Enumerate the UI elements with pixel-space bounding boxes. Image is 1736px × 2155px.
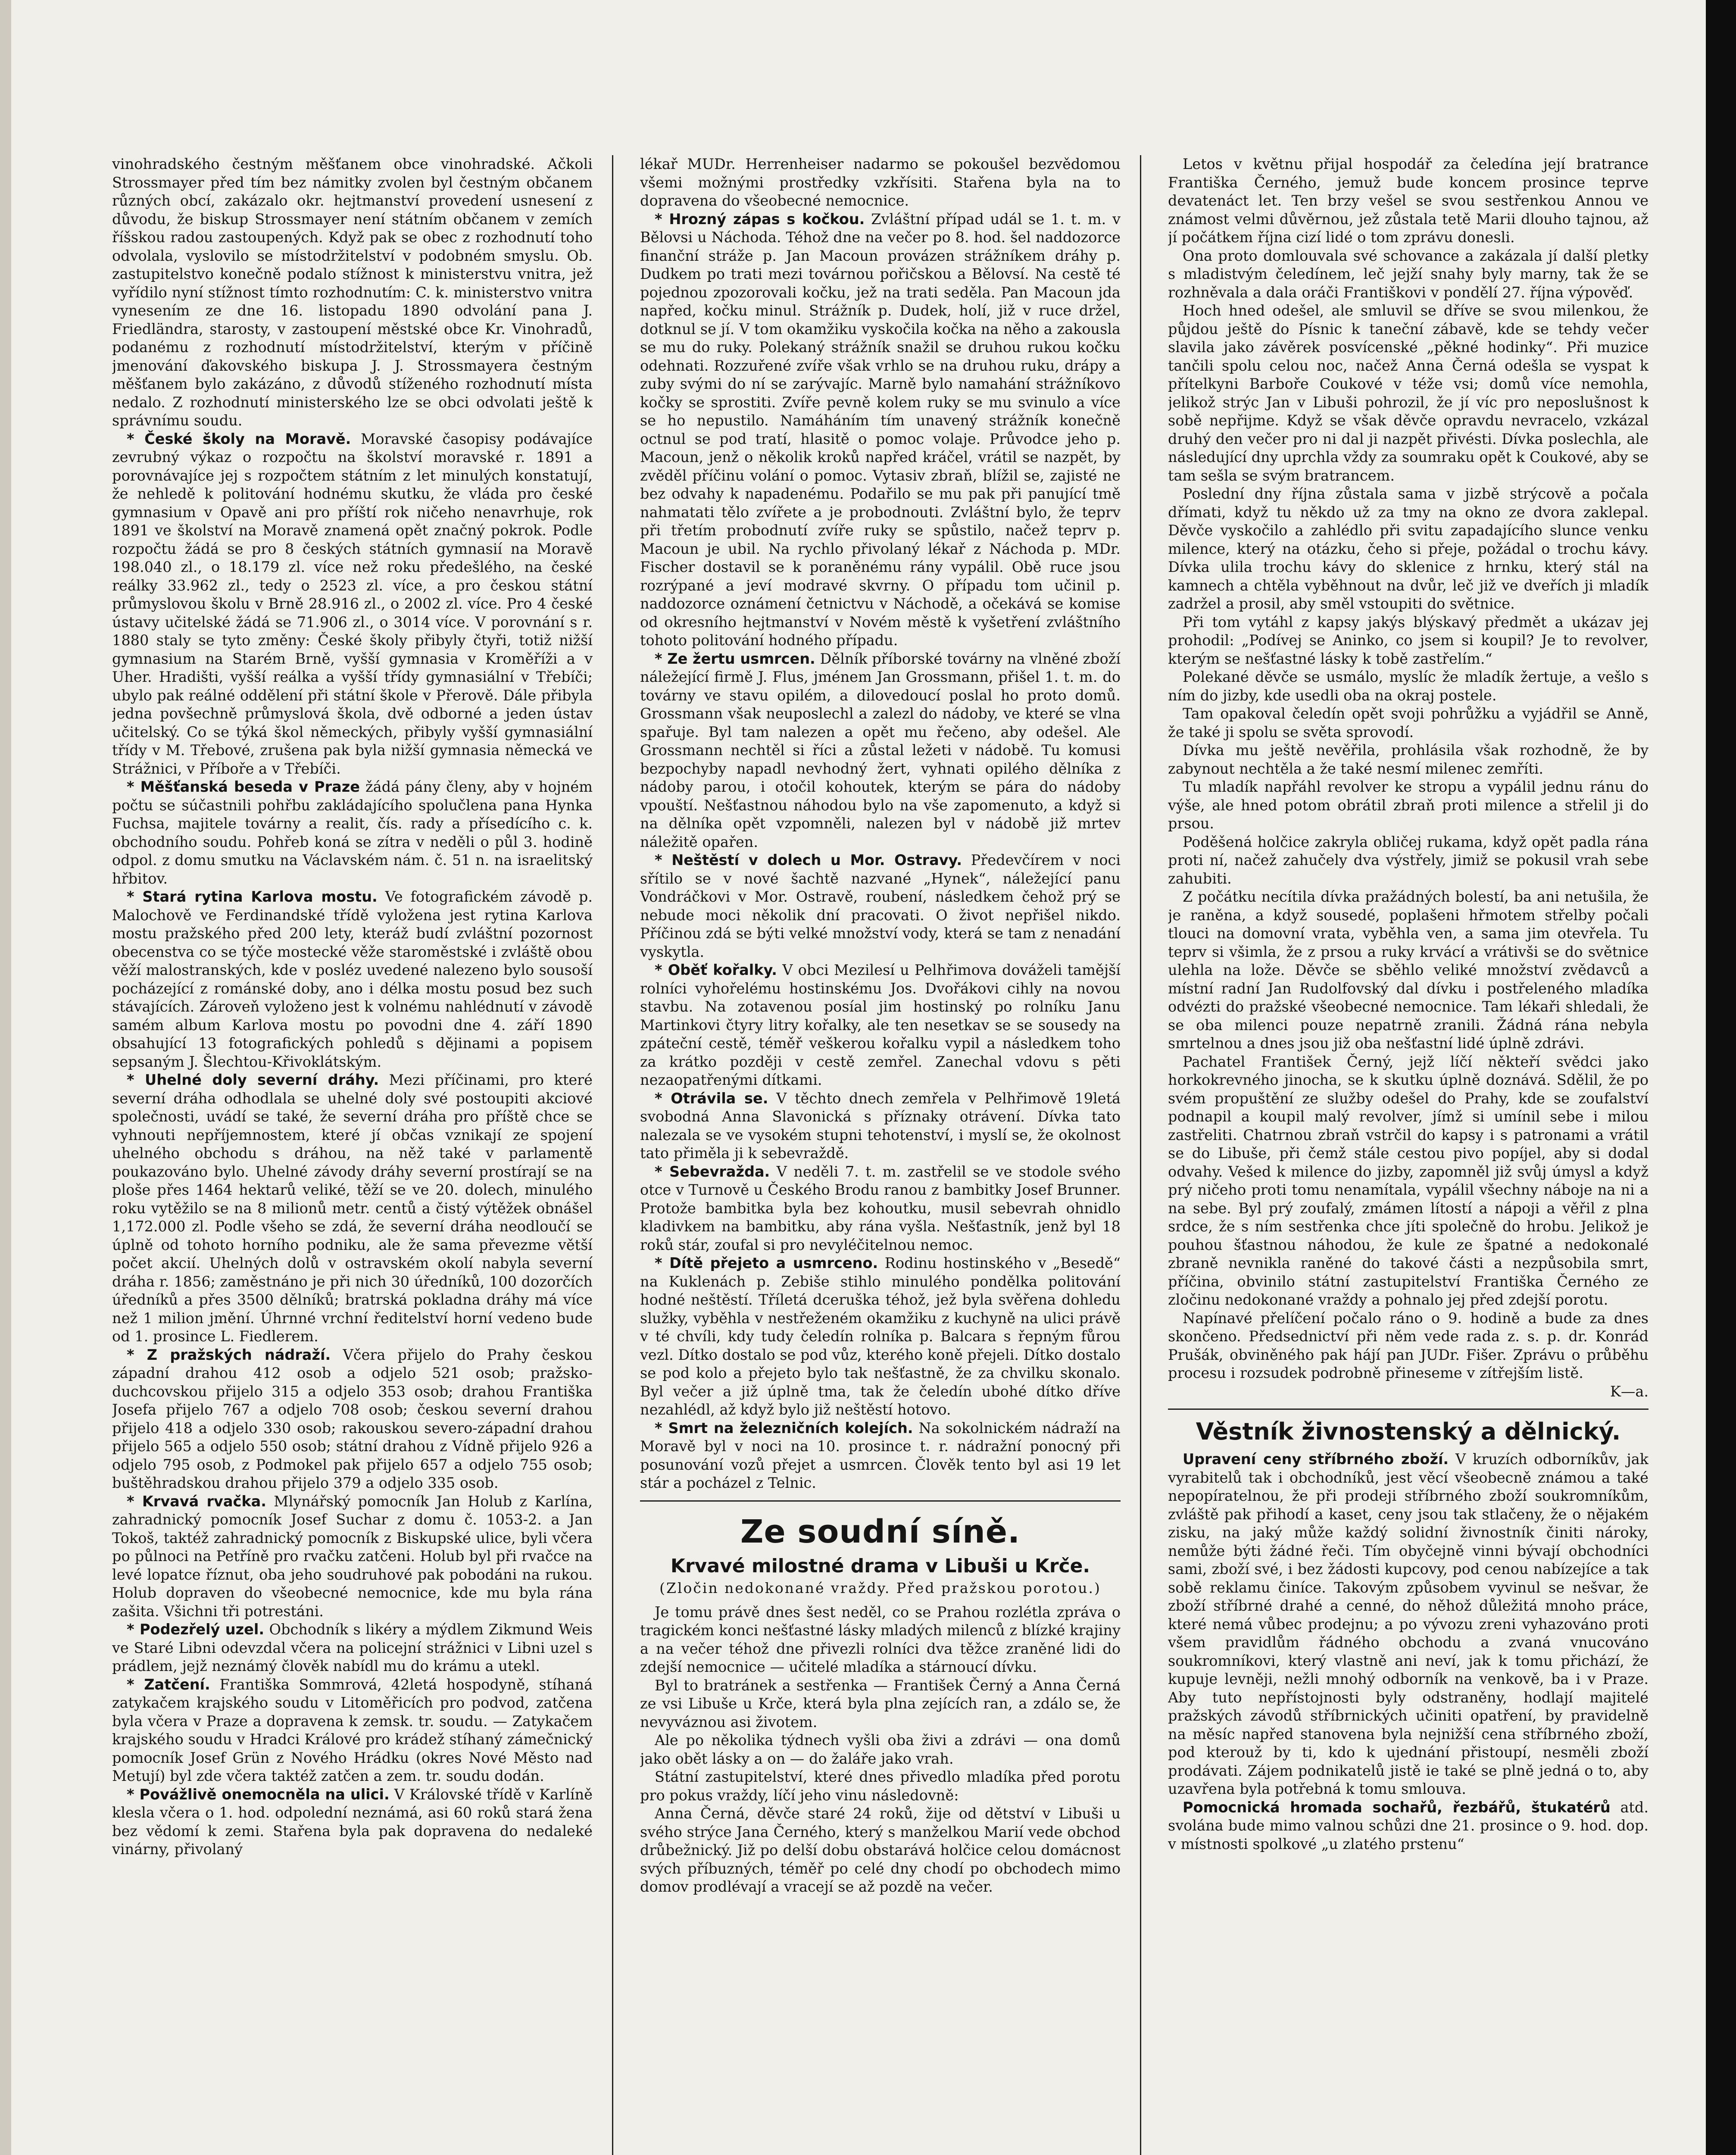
article-signature: K—a. bbox=[1610, 1383, 1649, 1400]
article-paragraph bbox=[640, 851, 1121, 961]
article-text: Obchodník s likéry a mýdlem Zikmund Weis ve Staré Libni odevzdal včera na policejní strážnici v Libni uzel s prádlem, jejž neznámý člověk nabídl mu do krámu a utekl. bbox=[112, 1621, 593, 1674]
article-headline: Upravení ceny stříbrného zboží. bbox=[1183, 1451, 1449, 1468]
article-paragraph bbox=[640, 1090, 1121, 1163]
article-headline: * Měšťanská beseda v Praze bbox=[127, 778, 360, 795]
article-headline: * Podezřelý uzel. bbox=[127, 1621, 265, 1638]
article-paragraph bbox=[640, 210, 1121, 650]
article-text: Zvláštní případ udál se 1. t. m. v Bělovsi u Náchoda. Téhož dne na večer po 8. hod. šel naddozorce finanční stráže p. Jan Macoun provázen strážníkem dráhy p. Dudkem po trati mezi továrnou pořičskou a Bělovsí. Na cestě té pojednou zpozorovali kočku, jež na trati seděla. Pan Macoun jda napřed, kočku minul. Strážník p. Dudek, holí, již v ruce držel, dotknul se jí. V tom okamžiku vyskočila kočka na něho a zakousla se mu do ruky. Polekaný strážník snažil se druhou rukou kočku odehnati. Rozzuřené zvíře však vrhlo se na druhou ruku, drápy a zuby svými do ní se zarývajíc. Marně bylo namahání strážníkovo kočky se sprostiti. Zvíře pevně kolem ruky se mu svinulo a více se ho nepustilo. Namáháním tím unavený strážník konečně octnul se pod tratí, hlasitě o pomoc volaje. Průvodce jeho p. Macoun, jenž o několik kroků napřed kráčel, vrátil se nazpět, by zvěděl příčinu volání o pomoc. Vytasiv zbraň, blížil se, zajisté ne bez odvahy k napadenému. Podařilo se mu pak při panující tmě nahmatati tělo zvířete a je probodnouti. Zvláštní bylo, že teprv při třetím probodnutí zvíře ruky se spůstilo, načež teprv p. Macoun je ubil. Na rychlo přivolaný lékař z Náchoda p. MDr. Fischer dostavil se k poraněnému rány vypálil. Obě ruce jsou rozrýpané a jeví modravé skvrny. O případu tom učinil p. naddozorce oznámení četnictvu v Náchodě, a očekává se komise od okresního hejtmanství v Novém městě k vyšetření zvláštního tohoto politování hodného případu. bbox=[640, 210, 1121, 649]
court-article-body bbox=[640, 1603, 1121, 1896]
article-paragraph bbox=[112, 778, 593, 888]
article-paragraph bbox=[1168, 778, 1649, 833]
article-text: Rodinu hostinského v „Besedě“ na Kuklenách p. Zebiše stihlo minulého pondělka politování hodné neštěstí. Tříletá dceruška téhož, jež byla svěřena dohledu služky, vyběhla v nestřeženém okamžiku z kuchyně na ulici právě v té chvíli, kdy tudy čeledín rolníka p. Balcara s řepným fůrou vezl. Dítko dostalo se pod vůz, kterého koně přejeli. Dítko dostalo se pod kolo a přejeto bylo tak nešťastně, že za chvilku skonalo. Byl večer a již úplně tma, tak že čeledín ubohé dítko dříve nezahlédl, až když bylo již neštěstí hotovo. bbox=[640, 1255, 1121, 1418]
article-text: V neděli 7. t. m. zastřelil se ve stodole svého otce v Turnově u Českého Brodu ranou z bambitky Josef Brunner. Protože bambitka byla bez kohoutku, musil sebevrah ohnidlo kladivkem na bambitku, aby rána vyšla. Nešťastník, jenž byl 18 roků stár, zoufal si pro nevyléčitelnou nemoc. bbox=[640, 1163, 1121, 1253]
article-text: Ona proto domlouvala své schovance a zakázala jí další pletky s mladistvým čeledínem, leč jejží snahy byly marny, tak že se rozhněvala a dala oráči Františkovi v pondělí 27. října výpověď. bbox=[1168, 247, 1649, 301]
article-paragraph bbox=[112, 1493, 593, 1621]
article-text: Při tom vytáhl z kapsy jakýs blýskavý předmět a ukázav jej prohodil: „Podívej se Aninko, co jsem si koupil? Je to revolver, kterým se nešťastné lásky k tobě zastřelím.“ bbox=[1168, 613, 1649, 667]
article-text: V těchto dnech zemřela v Pelhřimově 19letá svobodná Anna Slavonická s příznaky otrávení. Dívka tato nalezala se ve vysokém stupni tehotenství, i myslí se, že okolnost tato přiměla ji k sebevraždě. bbox=[640, 1090, 1121, 1162]
article-paragraph bbox=[640, 1254, 1121, 1419]
trade-section-body bbox=[1168, 1450, 1649, 1853]
article-paragraph bbox=[112, 1621, 593, 1676]
article-text: žádá pány členy, aby v hojném počtu se súčastnili pohřbu zakládajícího spolučlena pana Hynka Fuchsa, majitele továrny a realit, čís. rady a přísedícího c. k. obchodního soudu. Pohřeb koná se zítra v neděli o půl 3. hodině odpol. z domu smutku na Václavském nám. č. 51 n. na israelitský hřbitov. bbox=[112, 778, 593, 887]
article-paragraph bbox=[1168, 613, 1649, 668]
article-text: Dívka mu ještě nevěřila, prohlásila však rozhodně, že by zabynout nechtěla a že také nesmí milenec zemříti. bbox=[1168, 742, 1649, 777]
article-text: Státní zastupitelství, které dnes přivedlo mladíka před porotu pro pokus vraždy, líčí jeho vinu následovně: bbox=[640, 1768, 1121, 1804]
article-paragraph bbox=[1168, 833, 1649, 888]
article-paragraph bbox=[640, 1603, 1121, 1677]
column-rule bbox=[1140, 155, 1141, 2155]
article-text: Napínavé přelíčení počalo ráno o 9. hodině a bude za dnes skončeno. Předsednictví při něm vede rada z. s. p. dr. Konrád Prušák, obviněného pak hájí pan JUDr. Fišer. Zprávu o průběhu procesu i rozsudek podrobně přineseme v zítřejším listě. bbox=[1168, 1309, 1649, 1381]
article-paragraph bbox=[1168, 485, 1649, 613]
article-text: Františka Sommrová, 42letá hospodyně, stíhaná zatykačem krajského soudu v Litoměřicích pro podvod, zatčena byla včera v Praze a dopravena k zemsk. tr. soudu. — Zatykačem krajského soudu v Hradci Králové pro krádež stíhaný zámečnický pomocník Josef Grün z Nového Hrádku (okres Nové Město nad Metují) byl zde včera taktéž zatčen a zem. tr. soudu dodán. bbox=[112, 1676, 593, 1784]
article-paragraph bbox=[1168, 888, 1649, 1053]
article-text: Poslední dny října zůstala sama v jizbě strýcově a počala dřímati, když tu někdo už za tmy na okno ze dvora zaklepal. Děvče vyskočilo a zahlédlo při svitu zapadajícího slunce venku milence, který na otázku, čeho si přeje, požádal o trochu kávy. Dívka ulila trochu kávy do sklenice z hrnku, který stál na kamnech a chtěla vyběhnout na dvůr, leč již ve dveřích ji mladík zadržel a prosil, aby směl vstoupiti do světnice. bbox=[1168, 485, 1649, 612]
article-paragraph bbox=[112, 1676, 593, 1786]
court-article-continued bbox=[1168, 155, 1649, 1383]
article-paragraph bbox=[1168, 668, 1649, 705]
article-paragraph bbox=[640, 1768, 1121, 1805]
article-headline: * Sebevražda. bbox=[655, 1163, 770, 1180]
court-section-title: Ze soudní síně. bbox=[740, 1513, 1021, 1550]
article-headline: * Uhelné doly severní dráhy. bbox=[127, 1071, 379, 1088]
article-paragraph bbox=[1168, 705, 1649, 741]
article-paragraph bbox=[112, 1346, 593, 1493]
trade-section-title: Věstník živnostenský a dělnický. bbox=[1196, 1418, 1621, 1445]
article-text: Letos v květnu přijal hospodář za čeledína její bratrance Františka Černého, jemuž bude koncem prosince teprve devatenáct let. Ten brzy vešel se svou sestřenkou Annou ve známost velmi důvěrnou, jež zůstala tetě Marii dlouho tajnou, až jí počátkem října cizí lidé o tom zprávu donesli. bbox=[1168, 156, 1649, 246]
article-headline: * Otrávila se. bbox=[655, 1090, 768, 1107]
article-paragraph bbox=[112, 1786, 593, 1859]
article-paragraph bbox=[1168, 1053, 1649, 1309]
article-paragraph bbox=[640, 155, 1121, 210]
article-text: Předevčírem v noci sřítilo se v nové šachtě nazvané „Hynek“, náležející panu Vondráčkovi v Mor. Ostravě, roubení, následkem čehož prý se nebude moci několik dní pracovati. O život nepřišel nikdo. Příčinou zdá se býti velké množství vody, která se tam z nenadání vyskytla. bbox=[640, 852, 1121, 960]
article-headline: * Oběť kořalky. bbox=[655, 962, 777, 978]
article-paragraph bbox=[640, 1163, 1121, 1255]
article-text: Dělník příborské továrny na vlněné zboží náležející firmě J. Flus, jménem Jan Grossmann, přišel 1. t. m. do továrny ve stavu opilém, a dilovedoucí poslal ho proto domů. Grossmann však neuposlechl a zalezl do nádoby, ve které se vlna spařuje. Byl tam nalezen a opět mu řečeno, aby odešel. Ale Grossmann nechtěl si říci a zůstal ležeti v nádobě. Tu komusi bezpochyby napadl nevhodný žert, vyhnati opilého dělníka z nádoby parou, i otočil kohoutek, kterým se pára do nádoby vpouští. Nešťastnou náhodou bylo na vše zapomenuto, a když si na dělníka opět vzpomněli, nalezen byl v nádobě již mrtev náležitě opařen. bbox=[640, 650, 1121, 850]
article-paragraph bbox=[640, 1731, 1121, 1768]
article-text: Poděšená holčice zakryla obličej rukama, když opět padla rána proti ní, načež zahučely dva výstřely, jimiž se pokusil vrah sebe zahubiti. bbox=[1168, 833, 1649, 887]
article-text: Tu mladík napřáhl revolver ke stropu a vypálil jednu ránu do výše, ale hned potom obrátil zbraň proti milence a střelil ji do prsou. bbox=[1168, 778, 1649, 832]
article-headline: * Zatčení. bbox=[127, 1676, 210, 1693]
article-headline: * Dítě přejeto a usmrceno. bbox=[655, 1255, 878, 1271]
article-text: Hoch hned odešel, ale smluvil se dříve se svou milenkou, že půjdou ještě do Písnic k taneční zábavě, kde se tehdy večer slavila jako závěrek posvícenské „pěkné hodinky“. Při muzice tančili spolu celou noc, načež Anna Černá odešla se vyspat k přítelkyni Barboře Coukové v téže vsi; domů více nemohla, jelikož strýc Jan v Libuši pohrozil, že jí víc pro neposlušnost k sobě nepřijme. Když se však děvče opravdu nevracelo, vzkázal druhý den večer pro ni dal ji nazpět přivésti. Dívka poslechla, ale následující dny uprchla vždy za soumraku opět k Coukové, aby se tam sešla se svým bratrancem. bbox=[1168, 302, 1649, 484]
article-text: V Královské třídě v Karlíně klesla včera o 1. hod. odpolední neznámá, asi 60 roků stará žena bez vědomí k zemi. Stařena byla pak dopravena do nedaleké vinárny, přivolaný bbox=[112, 1786, 593, 1858]
article-paragraph bbox=[112, 888, 593, 1071]
column-1 bbox=[112, 155, 593, 2155]
column-3 bbox=[1168, 155, 1649, 2155]
article-text: Polekané děvče se usmálo, myslíc že mladík žertuje, a vešlo s ním do jizby, kde usedli oba na okraj postele. bbox=[1168, 668, 1649, 704]
article-text: Z počátku necítila dívka pražádných bolestí, ba ani netušila, že je raněna, a když sousedé, poplašeni hřmotem střelby počali tlouci na domovní vrata, vyběhla ven, a sama jim otevřela. Tu teprv si všimla, že z prsou a ruky krvácí a vrátivši se do světnice ulehla na lože. Děvče se sběhlo veliké množství zvědavců a místní radní Jan Rudolfovský dal dívku i postřeleného mladíka odvézti do pražské všeobecné nemocnice. Tam lékaři shledali, že se oba milenci pouze nepatrně zranili. Žádná rána nebyla smrtelnou a dnes jsou již oba nešťastní lidé úplně zdrávi. bbox=[1168, 888, 1649, 1052]
article-paragraph bbox=[112, 430, 593, 778]
article-text: lékař MUDr. Herrenheiser nadarmo se pokoušel bezvědomou všemi možnými prostředky vzkřísiti. Stařena byla na to dopravena do všeobecné nemocnice. bbox=[640, 156, 1121, 209]
article-headline: * Stará rytina Karlova mostu. bbox=[127, 888, 378, 905]
article-paragraph bbox=[640, 961, 1121, 1090]
article-paragraph bbox=[640, 1805, 1121, 1896]
column-rule bbox=[612, 155, 613, 2155]
article-text: Mezi příčinami, pro které severní dráha odhodlala se uhelné doly své postoupiti akciové společnosti, uvádí se také, že severní dráha pro příště chce se vyhnouti nepříjemnostem, které jí občas vznikají ze spojení uhelného obchodu s dráhou, na něž také v parlamentě poukazováno bylo. Uhelné závody dráhy severní prostírají se na ploše přes 1464 hektarů veliké, těží se ve 20. dolech, minulého roku vytěžilo se na 8 milionů metr. centů a čistý výtěžek obnášel 1,172.000 zl. Podle všeho se zdá, že severní dráha neodloučí se úplně od tohoto horního podniku, ale že sama převezme větší počet akcií. Uhelných dolů v ostravském okolí nabyla severní dráha r. 1856; zaměstnáno je při nich 30 úředníků, 100 dozorčích úředníků a přes 3500 dělníků; bratrská pokladna dráhy má více než 1 milion jmění. Úhrnné vrchní ředitelství horní vedeno bude od 1. prosince L. Fiedlerem. bbox=[112, 1071, 593, 1345]
article-paragraph bbox=[112, 1071, 593, 1346]
court-article-headline: Krvavé milostné drama v Libuši u Krče. bbox=[670, 1555, 1090, 1577]
page-edge-right bbox=[1706, 0, 1736, 2155]
article-headline: * Neštěstí v dolech u Mor. Ostravy. bbox=[655, 852, 962, 868]
article-paragraph bbox=[1168, 741, 1649, 778]
article-paragraph bbox=[640, 1419, 1121, 1493]
column-2-news bbox=[640, 155, 1121, 1493]
article-paragraph bbox=[640, 650, 1121, 852]
article-text: atd. svolána bude mimo valnou schůzi dne 21. prosince o 9. hod. dop. v místnosti spolkové „u zlatého prstenu“ bbox=[1168, 1799, 1649, 1852]
article-paragraph bbox=[1168, 1450, 1649, 1799]
article-text: Pachatel František Černý, jejž líčí někteří svědci jako horkokrevného jinocha, se k skutku úplně doznává. Sdělil, že po svém propuštění ze služby odešel do Prahy, kde se zoufalství podnapil a koupil malý revolver, jímž si umínil sebe i milou zastřeliti. Chatrnou zbraň vstrčil do kapsy i s patronami a vrátil se do Libuše, při čemž stále cestou pivo popíjel, aby si dodal odvahy. Vešed k milence do jizby, zapomněl již svůj úmysl a když prý ničeho proti tomu nenamítala, vypálil všechny náboje na ni a na sebe. Byl prý zoufalý, zmámen lítostí a nápoji a věřil z plna srdce, že s ním sestřenka chce jíti společně do hrobu. Jelikož je pouhou šťastnou náhodou, že kule ze špatné a nedokonalé zbraně nevnikla raněné do takové části a nezpůsobila smrt, příčina, obvinilo státní zastupitelství Františka Černého ze zločinu nedokonané vraždy a pohnalo jej před zdejší porotu. bbox=[1168, 1053, 1649, 1308]
article-headline: * Povážlivě onemocněla na ulici. bbox=[127, 1786, 390, 1803]
article-headline: * Hrozný zápas s kočkou. bbox=[655, 210, 865, 228]
article-paragraph bbox=[1168, 247, 1649, 302]
article-text: Na sokolnickém nádraží na Moravě byl v noci na 10. prosince t. r. nádražní ponocný při posunování vozů přejet a usmrcen. Člověk tento byl asi 19 let stár a pocházel z Telnic. bbox=[640, 1419, 1121, 1491]
article-text: Včera přijelo do Prahy českou západní drahou 412 osob a odjelo 521 osob; pražsko-duchcovskou přijelo 315 a odjelo 353 osob; drahou Františka Josefa přijelo 767 a odjelo 708 osob; českou severní drahou přijelo 418 a odjelo 330 osob; rakouskou severo-západní drahou přijelo 565 a odjelo 550 osob; státní drahou z Vídně přijelo 926 a odjelo 795 osob, z Podmokel pak přijelo 657 a odjelo 755 osob; buštěhradskou drahou přijelo 379 a odjelo 335 osob. bbox=[112, 1346, 593, 1491]
article-text: Mlynářský pomocník Jan Holub z Karlína, zahradnický pomocník Josef Suchar z domu č. 1053-2. a Jan Tokoš, taktéž zahradnický pomocník z Biskupské ulice, byli včera po půlnoci na Petříně pro rvačku zatčeni. Holub byl při rvačce na levé lopatce říznut, oba jeho soudruhové pak pobodáni na rukou. Holub dopraven do všeobecné nemocnice, kde mu byla rána zašita. Všichni tři potrestáni. bbox=[112, 1493, 593, 1620]
article-text: Tam opakoval čeledín opět svoji pohrůžku a vyjádřil se Anně, že také ji spolu se světa sprovodí. bbox=[1168, 705, 1649, 740]
article-paragraph bbox=[1168, 155, 1649, 247]
article-text: V kruzích odborníkův, jak vyrabitelů tak i obchodníků, jest věcí všeobecně známou a také nepopíratelnou, že při prodeji stříbrného zboží soukromníkům, zvláště pak přihodí a kaset, ceny jsou tak stlačeny, že o nějakém zisku, na jaký může každý solidní živnostník činiti nároky, nemůže býti žádné řeči. Tím obyčejně vinni bývají obchodníci sami, zboží své, i bez žádosti kupcovy, pod cenou nabízejíce a tak sobě reklamu činíce. Takovým způsobem vyvinul se nešvar, že zboží stříbrné drahé a cenné, do něhož důležitá mnoho práce, které nemá vůbec prodejnu; a po vývozu zreni vyhazováno proti všem pravidlům řádného obchodu a zvaná vnucováno soukromníkovi, který vlastně ani neví, jak k tomu přichází, že kupuje levněji, nežli mnohý odborník na venkově, ba i v Praze. Aby tuto nepřístojnosti byly odstraněny, hodlají majitelé pražských závodů stříbrnických učiniti opatření, by pravidelně na měsíc napřed stanovena byla nejnižší cena stříbrného zboží, pod kterouž by ti, kdo k ujednání přistoupí, nesměli zboží prodávati. Zájem podnikatelů jistě ie také se plně jedná o to, aby uzavřena byla potřebná k tomu smlouva. bbox=[1168, 1451, 1649, 1797]
section-divider bbox=[640, 1500, 1121, 1502]
article-text: Anna Černá, děvče staré 24 roků, žije od dětství v Libuši u svého strýce Jana Černého, který s manželkou Marií vede obchod drůbežnický. Již po delší dobu obstarává holčice celou domácnost svých příbuzných, téměř po celé dny chodí po obchodech mimo domov prodlévají a vracejí se až pozdě na večer. bbox=[640, 1805, 1121, 1895]
article-text: Ve fotografickém závodě p. Malochově ve Ferdinandské třídě vyložena jest rytina Karlova mostu pražského před 200 lety, kteráž budí zvláštní pozornost obecenstva co se týče mostecké věže staroměstské i zvláště obou věží malostranských, kde v posléz uvedené nalezeno bylo sousoší pocházející z románské doby, ano i délka mostu posud bez such stávajících. Zároveň vyloženo jest k volnému nahlédnutí v závodě samém album Karlova mostu po povodni dne 4. září 1890 obsahující 13 fotografických pohledů s dějinami a popisem sepsaným J. Šlechtou-Křivoklátským. bbox=[112, 888, 593, 1070]
article-text: V obci Mezilesí u Pelhřimova dováželi tamější rolníci vyhořelému hostinskému Jos. Dvořákovi cihly na novou stavbu. Na zotavenou posíal jim hostinský po rolníku Janu Martinkovi čtyry litry kořalky, ale ten nesetkav se se sousedy na zpáteční cestě, téměř veškerou kořalku vypil a následkem toho za krátko později v cestě zemřel. Zanechal vdovu s pěti nezaopatřenými dítkami. bbox=[640, 962, 1121, 1088]
article-paragraph bbox=[1168, 302, 1649, 485]
article-paragraph bbox=[640, 1677, 1121, 1732]
article-headline: * Ze žertu usmrcen. bbox=[655, 650, 815, 667]
court-article-subheadline: (Zločin nedokonané vraždy. Před pražskou porotou.) bbox=[659, 1579, 1101, 1596]
article-text: vinohradského čestným měšťanem obce vinohradské. Ačkoli Strossmayer před tím bez námitky zvolen byl čestným občanem různých obcí, zakázalo okr. hejtmanství provedení usnesení z důvodu, že biskup Strossmayer není státním občanem v zemích říšskou radou zastoupených. Když pak se obec z rozhodnutí toho odvolala, vyslovilo se místodržitelství v podobném smyslu. Ob. zastupitelstvo konečně podalo stížnost k ministerstvu vnitra, jež vyřídilo nyní stížnost tímto rozhodnutím: C. k. ministerstvo vnitra vynesením ze dne 16. listopadu 1890 odvolání pana J. Friedländra, starosty, v zastoupení městské obce Kr. Vinohradů, podanému z rozhodnutí místodržitelství, kterým v příčině jmenování ďakovského biskupa J. J. Strossmayera čestným měšťanem bylo zakázáno, z důvodů stíženého rozhodnutí místa nedalo. Z rozhodnutí ministerského lze se obci odvolati ještě k správnímu soudu. bbox=[112, 156, 593, 429]
article-paragraph bbox=[112, 155, 593, 430]
article-headline: Pomocnická hromada sochařů, řezbářů, štukatérů bbox=[1183, 1799, 1611, 1816]
article-headline: * Krvavá rvačka. bbox=[127, 1493, 266, 1510]
article-text: Ale po několika týdnech vyšli oba živi a zdrávi — ona domů jako obět lásky a on — do žaláře jako vrah. bbox=[640, 1732, 1121, 1767]
page-edge-left bbox=[0, 0, 11, 2155]
article-paragraph bbox=[1168, 1309, 1649, 1383]
article-headline: * Smrt na železničních kolejích. bbox=[655, 1419, 913, 1437]
article-paragraph bbox=[1168, 1799, 1649, 1854]
newspaper-page bbox=[112, 147, 1649, 2155]
article-headline: * Z pražských nádraží. bbox=[127, 1346, 331, 1363]
article-text: Je tomu právě dnes šest neděl, co se Prahou rozlétla zpráva o tragickém konci nešťastné lásky mladých milenců z blízké krajiny a na večer téhož dne přivezli rolníci dva těžce zraněné lidi do zdejší nemocnice — učitelé mladíka a stárnoucí dívku. bbox=[640, 1603, 1121, 1675]
article-headline: * České školy na Moravě. bbox=[127, 430, 351, 447]
article-text: Byl to bratránek a sestřenka — František Černý a Anna Černá ze vsi Libuše u Krče, která byla plna zejících ran, a zdálo se, že nevyváznou asi životem. bbox=[640, 1677, 1121, 1730]
column-2 bbox=[640, 155, 1121, 2155]
section-divider bbox=[1168, 1409, 1649, 1410]
article-text: Moravské časopisy podávajíce zevrubný výkaz o rozpočtu na školství moravské r. 1891 a porovnávajíce jej s rozpočtem státním z let minulých konstatují, že nehledě k politování hodnému skutku, že vláda pro české gymnasium v Opavě ani pro příští rok ničeho nenavrhuje, rok 1891 ve školství na Moravě znamená opět značný pokrok. Podle rozpočtu žádá se pro 8 českých státních gymnasií na Moravě 198.040 zl., o 18.179 zl. více než roku předešlého, na české reálky 33.962 zl., tedy o 2523 zl. více, a pro českou státní průmyslovou školu v Brně 28.916 zl., o 2002 zl. více. Pro 4 české ústavy učitelské žádá se 71.906 zl., o 3014 více. V porovnání s r. 1880 staly se tyto změny: České školy přibyly čtyři, totiž nižší gymnasium na Starém Brně, vyšší gymnasia v Kroměříži a v Uher. Hradišti, vyšší reálka a vyšší třídy gymnasiální v Třebíči; ubylo pak reálné oddělení při státní škole v Přerově. Dále přibyla jedna povšechně průmyslová škola, dvě odborné a jeden ústav učitelský. Co se týká škol německých, přibyly vyšší gymnasiální třídy v M. Třebové, zrušena pak byla nižší gymnasia německá ve Strážnici, v Příboře a v Třebíči. bbox=[112, 430, 593, 777]
